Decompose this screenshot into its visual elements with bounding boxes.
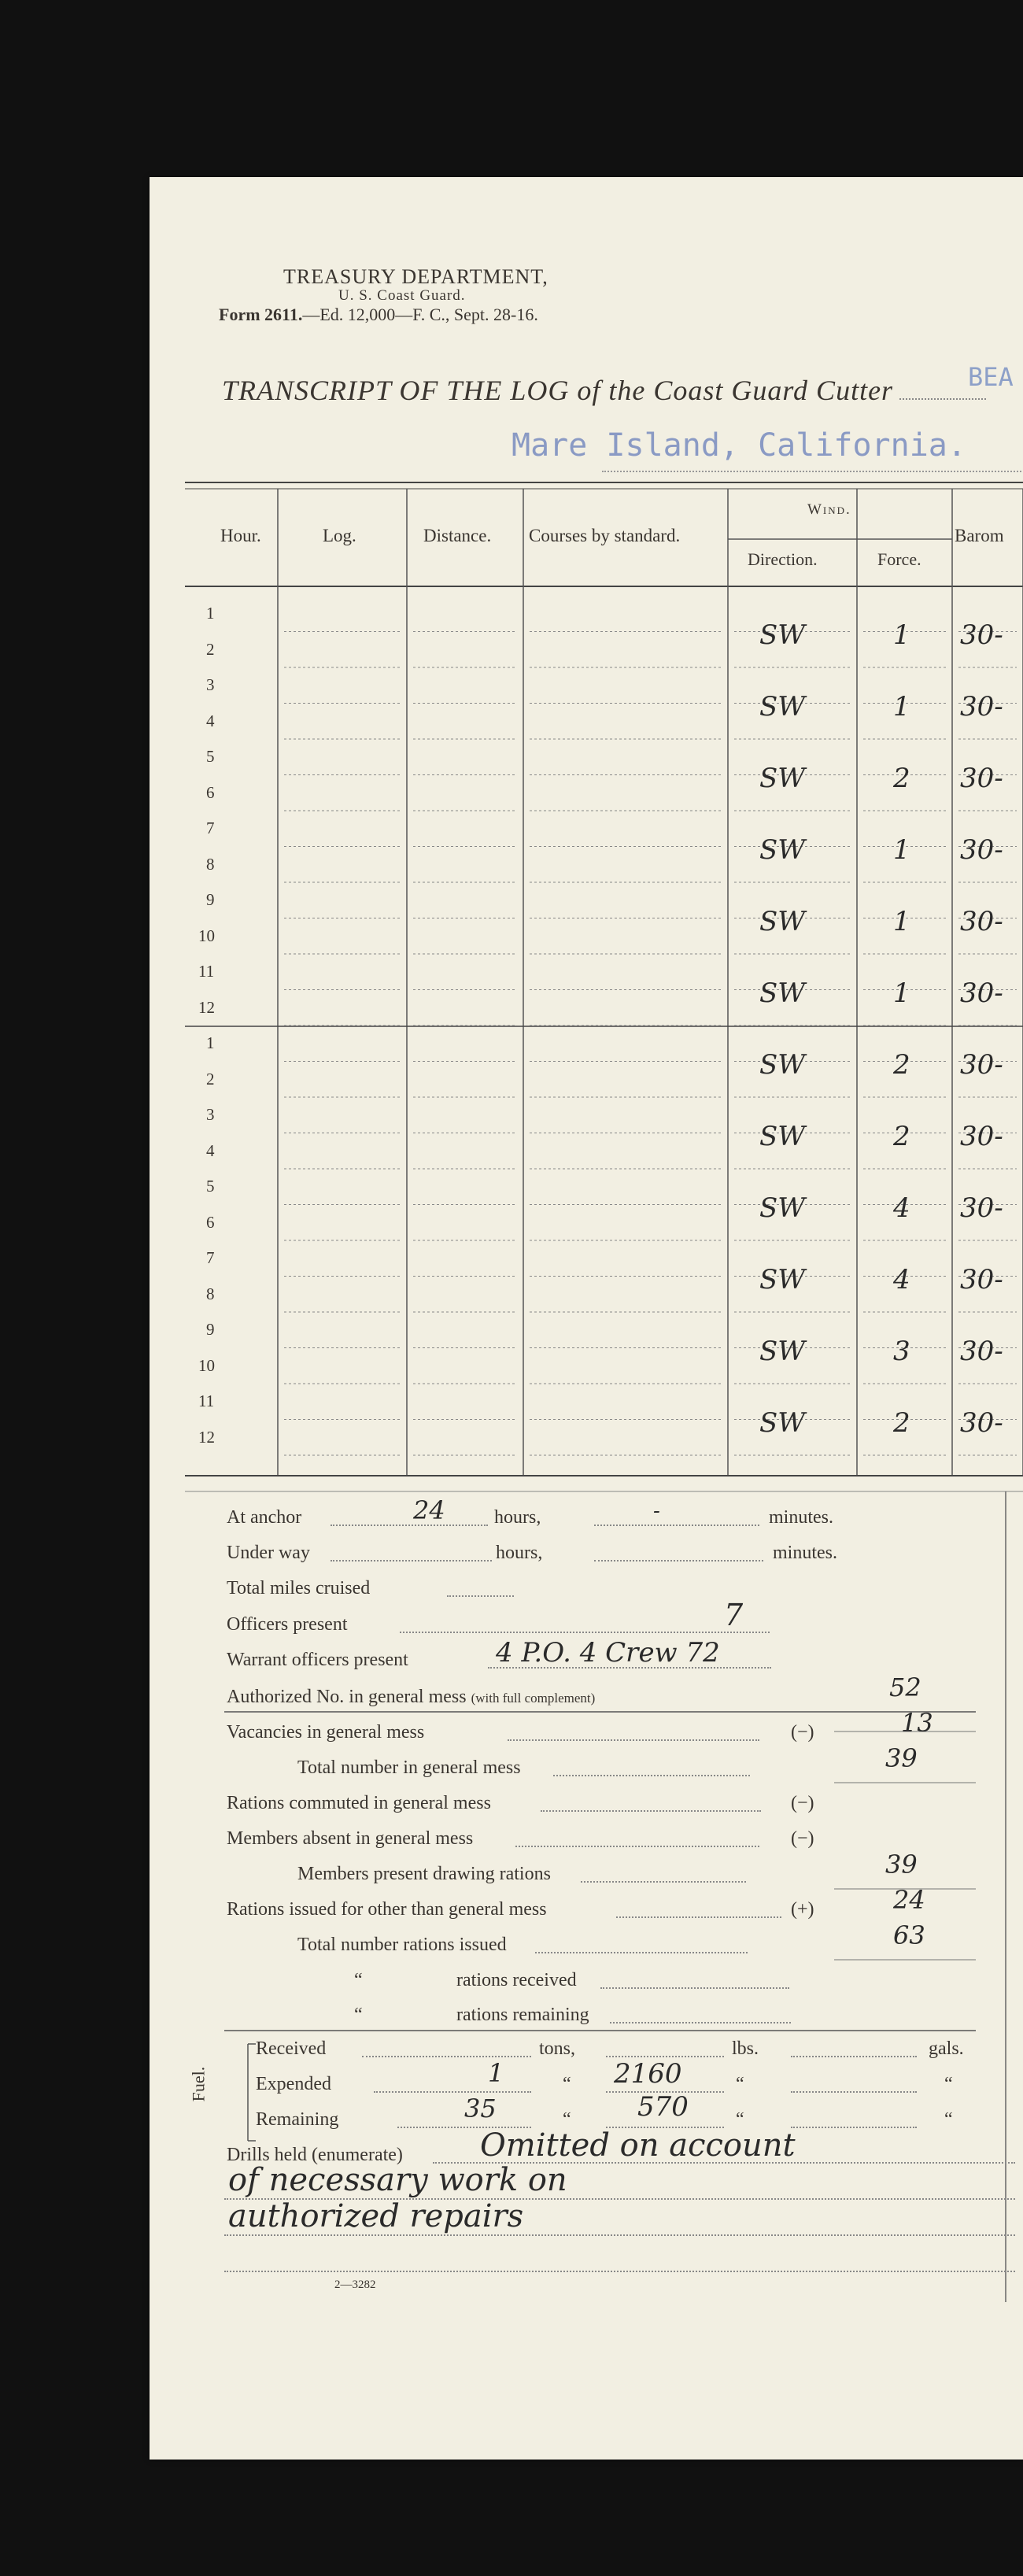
ditto-mark-2: “ (354, 2005, 363, 2025)
total-issued-label: Total number rations issued (297, 1935, 507, 1955)
barometer-value: 30- (960, 1192, 1003, 1224)
at-anchor-label: At anchor (227, 1507, 302, 1528)
department-heading: TREASURY DEPARTMENT, (283, 265, 548, 288)
hour-label: 7 (206, 1248, 215, 1267)
col-direction-header: Direction. (748, 549, 818, 569)
form-number: Form 2611.—Ed. 12,000—F. C., Sept. 28-16. (219, 305, 538, 324)
fuel-section-label: Fuel. (188, 2066, 209, 2102)
fuel-expended-gals-line (791, 2091, 917, 2093)
issued-other-value: 24 (893, 1885, 925, 1915)
hour-label: 7 (206, 819, 215, 837)
wind-direction-value: SW (759, 1192, 806, 1224)
fuel-gals-label: gals. (929, 2038, 964, 2059)
hour-label: 10 (198, 926, 215, 945)
hour-label: 8 (206, 1284, 215, 1303)
col-distance-header: Distance. (423, 526, 492, 545)
barometer-value: 30- (960, 619, 1003, 651)
hour-label: 1 (206, 1033, 215, 1052)
fuel-received-label: Received (256, 2038, 327, 2059)
wind-force-value: 4 (893, 1192, 910, 1224)
hour-label: 11 (198, 962, 215, 981)
wind-direction-value: SW (759, 762, 806, 794)
hour-label: 9 (206, 890, 215, 909)
minutes-label-2: minutes. (773, 1543, 837, 1563)
total-general-value: 39 (885, 1743, 918, 1773)
total-miles-line (447, 1595, 514, 1597)
issued-other-line (616, 1916, 781, 1918)
absent-label: Members absent in general mess (227, 1828, 474, 1849)
ditto-mark-1: “ (354, 1970, 363, 1990)
barometer-value: 30- (960, 1120, 1003, 1152)
station-stamp: Mare Island, California. (512, 427, 966, 464)
wind-force-value: 1 (893, 833, 910, 866)
barometer-value: 30- (960, 690, 1003, 723)
commuted-minus: (−) (791, 1793, 814, 1813)
fuel-remaining-tons-value: 35 (464, 2094, 497, 2123)
barometer-value: 30- (960, 1263, 1003, 1295)
officers-present-value: 7 (724, 1598, 744, 1632)
fuel-expended-lbs-value: 2160 (614, 2058, 682, 2090)
hour-label: 3 (206, 675, 215, 694)
col-force-header: Force. (877, 549, 921, 569)
present-drawing-value: 39 (885, 1850, 918, 1879)
absent-line (515, 1846, 759, 1847)
barometer-value: 30- (960, 1048, 1003, 1081)
rations-remaining-line (610, 2022, 791, 2023)
wind-direction-value: SW (759, 1406, 806, 1439)
fuel-lbs-label: lbs. (732, 2038, 759, 2059)
total-general-line (553, 1775, 750, 1776)
hour-label: 4 (206, 711, 215, 730)
drills-line-4 (224, 2271, 1015, 2272)
fuel-received-lbs-line (606, 2056, 724, 2057)
col-barometer-header: Barom (955, 526, 1004, 545)
hour-label: 4 (206, 1140, 215, 1160)
fuel-remaining-lbs-value: 570 (637, 2091, 689, 2123)
vacancies-label: Vacancies in general mess (227, 1722, 425, 1743)
fuel-remaining-ditto-3: “ (944, 2109, 953, 2130)
wind-force-value: 2 (893, 1048, 910, 1081)
hour-label: 11 (198, 1391, 215, 1410)
fuel-expended-ditto-1: “ (563, 2074, 571, 2094)
col-log-header: Log. (323, 526, 356, 545)
col-courses-header: Courses by standard. (529, 526, 681, 545)
officers-present-line (400, 1632, 770, 1633)
fuel-expended-ditto-2: “ (736, 2074, 744, 2094)
hour-label: 12 (198, 1427, 215, 1447)
hour-label: 3 (206, 1105, 215, 1124)
hours-label-2: hours, (496, 1543, 543, 1563)
drills-line-3 (224, 2234, 1015, 2236)
total-issued-line (535, 1952, 748, 1953)
log-form-page (150, 177, 1023, 2460)
fuel-expended-label: Expended (256, 2074, 331, 2094)
minutes-label-1: minutes. (769, 1507, 833, 1528)
vacancies-value: 13 (901, 1708, 933, 1738)
total-miles-label: Total miles cruised (227, 1578, 371, 1598)
at-anchor-hours-value: 24 (413, 1495, 445, 1525)
hours-label-1: hours, (494, 1507, 541, 1528)
fuel-remaining-label: Remaining (256, 2109, 339, 2130)
drills-label: Drills held (enumerate) (227, 2145, 403, 2165)
under-way-minutes-line (594, 1560, 763, 1561)
drills-text-line1: Omitted on account (480, 2127, 796, 2164)
warrant-officers-label: Warrant officers present (227, 1650, 408, 1670)
total-issued-value: 63 (893, 1920, 925, 1950)
wind-force-value: 1 (893, 977, 910, 1009)
hour-label: 6 (206, 1212, 215, 1232)
fuel-remaining-ditto-2: “ (736, 2109, 744, 2130)
wind-direction-value: SW (759, 690, 806, 723)
fuel-expended-ditto-3: “ (944, 2074, 953, 2094)
at-anchor-minutes-line (594, 1525, 759, 1526)
hour-label: 10 (198, 1355, 215, 1375)
vessel-name: BEA (968, 362, 1014, 392)
wind-force-value: 2 (893, 1120, 910, 1152)
hour-label: 6 (206, 782, 215, 802)
issued-other-plus: (+) (791, 1899, 814, 1920)
absent-minus: (−) (791, 1828, 814, 1849)
fuel-expended-tons-value: 1 (488, 2058, 504, 2088)
wind-direction-value: SW (759, 833, 806, 866)
wind-force-value: 3 (893, 1335, 910, 1367)
wind-direction-value: SW (759, 1048, 806, 1081)
fuel-remaining-gals-line (791, 2127, 917, 2128)
fuel-expended-tons-line (374, 2091, 531, 2093)
authorized-label: Authorized No. in general mess (with full complement) (227, 1687, 596, 1707)
issued-other-label: Rations issued for other than general mess (227, 1899, 547, 1920)
wind-direction-value: SW (759, 1120, 806, 1152)
at-anchor-line (331, 1525, 488, 1526)
hour-label: 5 (206, 1177, 215, 1196)
wind-direction-value: SW (759, 1263, 806, 1295)
hour-label: 9 (206, 1320, 215, 1339)
vacancies-line (508, 1739, 759, 1741)
hour-label: 5 (206, 747, 215, 766)
present-drawing-line (581, 1881, 746, 1883)
barometer-value: 30- (960, 762, 1003, 794)
hour-label: 1 (206, 604, 215, 623)
footer-code: 2—3282 (334, 2278, 376, 2291)
barometer-value: 30- (960, 1406, 1003, 1439)
wind-force-value: 1 (893, 690, 910, 723)
wind-force-value: 1 (893, 619, 910, 651)
service-heading: U. S. Coast Guard. (338, 287, 466, 304)
drills-text-line3: authorized repairs (228, 2198, 524, 2234)
fuel-received-gals-line (791, 2056, 917, 2057)
present-drawing-label: Members present drawing rations (297, 1864, 551, 1884)
wind-force-value: 2 (893, 1406, 910, 1439)
wind-force-value: 2 (893, 762, 910, 794)
barometer-value: 30- (960, 977, 1003, 1009)
wind-direction-value: SW (759, 1335, 806, 1367)
col-hour-header: Hour. (220, 526, 261, 545)
hour-label: 8 (206, 854, 215, 874)
wind-force-value: 4 (893, 1263, 910, 1295)
commuted-line (541, 1810, 761, 1812)
under-way-label: Under way (227, 1543, 310, 1563)
rations-received-label: rations received (456, 1970, 577, 1990)
wind-direction-value: SW (759, 905, 806, 937)
barometer-value: 30- (960, 1335, 1003, 1367)
rations-remaining-label: rations remaining (456, 2005, 589, 2025)
hour-label: 2 (206, 639, 215, 659)
drills-text-line2: of necessary work on (228, 2162, 567, 2198)
rations-received-line (600, 1987, 789, 1989)
total-general-label: Total number in general mess (297, 1757, 521, 1778)
at-anchor-minutes-value: - (653, 1499, 660, 1523)
officers-present-label: Officers present (227, 1614, 348, 1635)
wind-force-value: 1 (893, 905, 910, 937)
col-wind-header: Wind. (807, 501, 851, 518)
wind-direction-value: SW (759, 619, 806, 651)
under-way-line (331, 1560, 492, 1561)
barometer-value: 30- (960, 905, 1003, 937)
hour-label: 12 (198, 997, 215, 1017)
authorized-value: 52 (889, 1672, 921, 1702)
page-title: TRANSCRIPT OF THE LOG of the Coast Guard Cutter (222, 374, 986, 407)
fuel-tons-label: tons, (539, 2038, 576, 2059)
warrant-officers-value: 4 P.O. 4 Crew 72 (496, 1637, 720, 1669)
vacancies-minus: (−) (791, 1722, 814, 1743)
fuel-received-tons-line (362, 2056, 531, 2057)
wind-direction-value: SW (759, 977, 806, 1009)
fuel-remaining-ditto-1: “ (563, 2109, 571, 2130)
hour-label: 2 (206, 1069, 215, 1088)
commuted-label: Rations commuted in general mess (227, 1793, 491, 1813)
barometer-value: 30- (960, 833, 1003, 866)
